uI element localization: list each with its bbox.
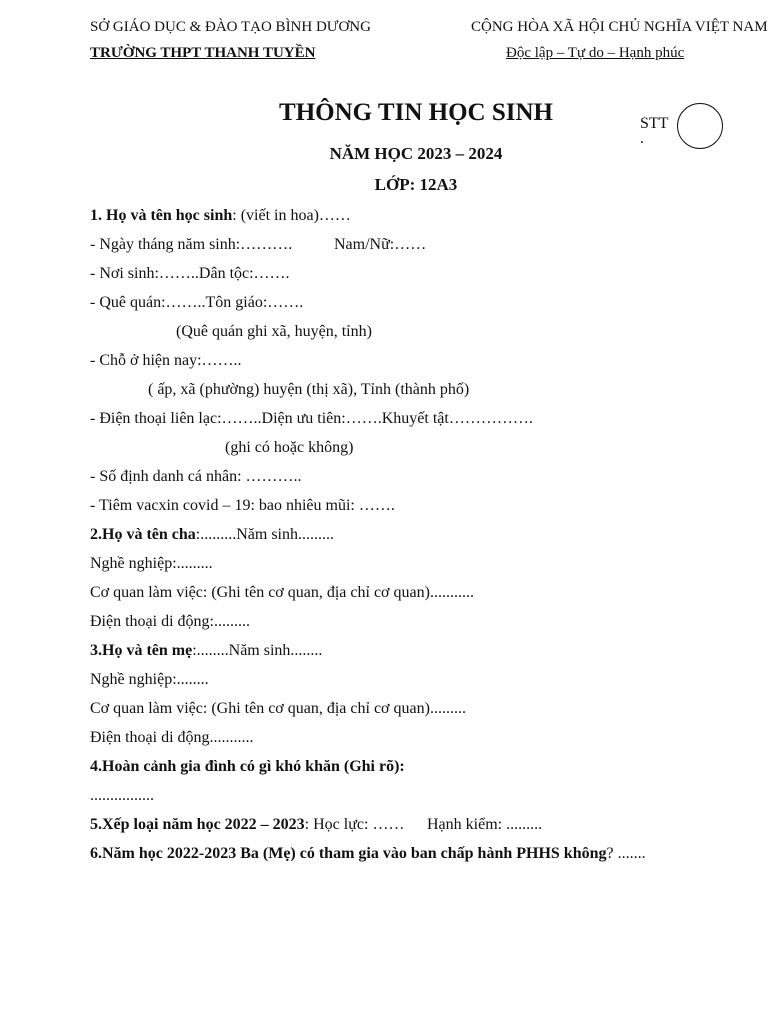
section6-heading: 6.Năm học 2022-2023 Ba (Mẹ) có tham gia vào ban chấp hành PHHS không: [90, 845, 607, 862]
father-phone-field: Điện thoại di động:.........: [90, 613, 250, 630]
section3-heading-rest: :........Năm sinh........: [192, 642, 323, 659]
department-name: SỞ GIÁO DỤC & ĐÀO TẠO BÌNH DƯƠNG: [90, 19, 371, 35]
section4-heading: 4.Hoàn cảnh gia đình có gì khó khăn (Ghi rõ):: [90, 758, 405, 775]
residence-field: - Chỗ ở hiện nay:……..: [90, 352, 242, 369]
birth-date-field: - Ngày tháng năm sinh:……….: [90, 236, 293, 253]
stt-circle: [677, 103, 723, 149]
section3-heading-line: [90, 642, 322, 660]
father-work-field: Cơ quan làm việc: (Ghi tên cơ quan, địa chỉ cơ quan)...........: [90, 584, 474, 601]
section6-line: [90, 845, 646, 863]
section2-heading-line: [90, 526, 334, 544]
stt-dot: .: [640, 130, 644, 147]
section2-heading: 2.Họ và tên cha: [90, 526, 196, 543]
section2-heading-rest: :.........Năm sinh.........: [195, 526, 334, 543]
mother-job-field: Nghề nghiệp:........: [90, 671, 209, 688]
conduct-field: Hạnh kiểm: .........: [427, 816, 543, 833]
national-title: CỘNG HÒA XÃ HỘI CHỦ NGHĨA VIỆT NAM: [471, 19, 768, 35]
page-title: THÔNG TIN HỌC SINH: [279, 99, 553, 126]
section4-dots: ................: [90, 787, 154, 804]
personal-id-field: - Số định danh cá nhân: ………..: [90, 468, 302, 485]
gender-field: Nam/Nữ:……: [334, 236, 427, 253]
mother-phone-field: Điện thoại di động...........: [90, 729, 254, 746]
residence-note: ( ấp, xã (phường) huyện (thị xã), Tỉnh (thành phố): [148, 381, 470, 398]
school-year: NĂM HỌC 2023 – 2024: [329, 144, 503, 163]
national-motto: Độc lập – Tự do – Hạnh phúc: [506, 45, 685, 61]
section1-heading-rest: : (viết in hoa)……: [232, 207, 351, 224]
section1-heading: 1. Họ và tên học sinh: [90, 207, 233, 224]
school-name: TRƯỜNG THPT THANH TUYỀN: [90, 45, 316, 61]
section5-heading: 5.Xếp loại năm học 2022 – 2023: [90, 816, 305, 833]
disability-note: (ghi có hoặc không): [225, 439, 354, 456]
section1-heading-line: [90, 207, 351, 225]
mother-work-field: Cơ quan làm việc: (Ghi tên cơ quan, địa chỉ cơ quan).........: [90, 700, 466, 717]
hometown-note: (Quê quán ghi xã, huyện, tỉnh): [176, 323, 372, 340]
phone-field: - Điện thoại liên lạc:……..Diện ưu tiên:…….Khuyết tật…………….: [90, 410, 533, 427]
section5-line: [90, 816, 404, 834]
section3-heading: 3.Họ và tên mẹ: [90, 642, 193, 659]
class-label: LỚP: 12A3: [374, 175, 458, 194]
academic-field: : Học lực: ……: [304, 816, 405, 833]
vaccine-field: - Tiêm vacxin covid – 19: bao nhiêu mũi: …….: [90, 497, 395, 514]
father-job-field: Nghề nghiệp:.........: [90, 555, 213, 572]
stt-label: STT: [640, 115, 669, 132]
section6-answer: ? .......: [606, 845, 646, 862]
birthplace-field: - Nơi sinh:……..Dân tộc:…….: [90, 265, 290, 282]
hometown-field: - Quê quán:……..Tôn giáo:…….: [90, 294, 304, 311]
